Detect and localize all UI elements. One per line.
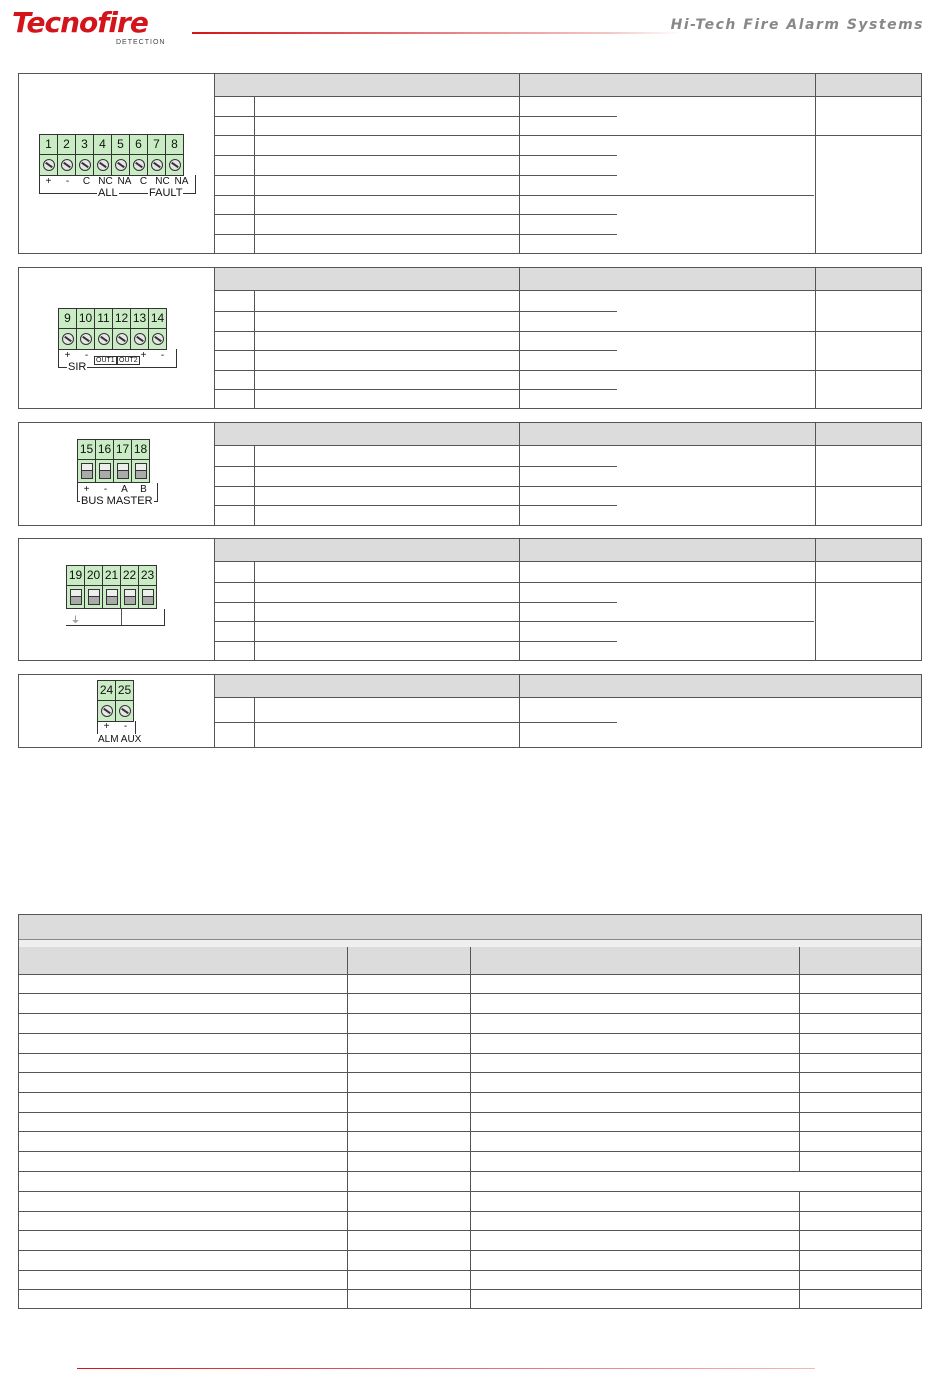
terminal-strip-15-18 bbox=[77, 439, 149, 483]
clamp-icon bbox=[88, 589, 100, 605]
terminal-table-19-23 bbox=[215, 539, 921, 660]
screw-icon bbox=[101, 705, 113, 717]
terminal bbox=[58, 308, 77, 350]
group-label-sir: SIR bbox=[68, 361, 87, 373]
terminal-diagram-1-8 bbox=[19, 74, 215, 253]
terminal-number: 3 bbox=[76, 135, 93, 155]
group-label-fault: FAULT bbox=[149, 187, 183, 199]
terminal-diagram-24-25 bbox=[19, 675, 215, 747]
terminal-label: C bbox=[139, 176, 148, 187]
terminal-bracket bbox=[66, 609, 165, 626]
terminal-label: + bbox=[103, 721, 110, 732]
terminal-block-24-25 bbox=[18, 674, 922, 748]
screw-icon bbox=[79, 159, 91, 171]
terminal-number: 15 bbox=[78, 440, 95, 460]
group-label-all: ALL bbox=[98, 187, 118, 199]
terminal-number: 24 bbox=[98, 681, 115, 701]
terminal-label: + bbox=[140, 350, 147, 361]
terminal-number: 14 bbox=[149, 309, 166, 329]
terminal bbox=[148, 308, 167, 350]
terminal-diagram-9-14 bbox=[19, 268, 215, 408]
terminal-label: + bbox=[83, 484, 90, 495]
terminal bbox=[115, 680, 134, 722]
clamp-icon bbox=[81, 463, 93, 479]
terminal-block-19-23 bbox=[18, 538, 922, 661]
terminal-number: 20 bbox=[85, 566, 102, 586]
terminal bbox=[66, 565, 85, 609]
terminal-number: 7 bbox=[148, 135, 165, 155]
terminal-label: C bbox=[82, 176, 91, 187]
clamp-icon bbox=[70, 589, 82, 605]
terminal-number: 22 bbox=[121, 566, 138, 586]
header-tagline: Hi-Tech Fire Alarm Systems bbox=[670, 17, 924, 33]
screw-icon bbox=[119, 705, 131, 717]
clamp-icon bbox=[135, 463, 147, 479]
group-label-bus-master: BUS MASTER bbox=[81, 495, 153, 507]
terminal-number: 18 bbox=[132, 440, 149, 460]
terminal-number: 6 bbox=[130, 135, 147, 155]
terminal-label: B bbox=[140, 484, 147, 495]
table-title-bar bbox=[19, 915, 921, 940]
terminal bbox=[102, 565, 121, 609]
bracket-divider bbox=[121, 609, 122, 625]
terminal-number: 5 bbox=[112, 135, 129, 155]
terminal bbox=[75, 134, 94, 176]
terminal bbox=[77, 439, 96, 483]
terminal-label: - bbox=[103, 484, 108, 495]
terminal-label: - bbox=[160, 350, 165, 361]
terminal bbox=[147, 134, 166, 176]
terminal-diagram-19-23 bbox=[19, 539, 215, 660]
terminal-number: 8 bbox=[166, 135, 183, 155]
terminal-label: + bbox=[64, 350, 71, 361]
terminal-strip-19-23 bbox=[66, 565, 156, 609]
terminal-label: - bbox=[84, 350, 89, 361]
screw-icon bbox=[62, 333, 74, 345]
terminal-label: NA bbox=[174, 176, 189, 187]
terminal bbox=[95, 439, 114, 483]
out1-label: OUT1 bbox=[96, 357, 115, 364]
terminal-number: 12 bbox=[113, 309, 130, 329]
screw-icon bbox=[151, 159, 163, 171]
group-label-alm-aux: ALM AUX bbox=[98, 734, 142, 745]
logo-text-tecno: Tecno bbox=[12, 6, 98, 39]
terminal-labels-15-18 bbox=[77, 484, 153, 495]
terminal-label: NC bbox=[98, 176, 113, 187]
logo-text-fire: fire bbox=[97, 6, 148, 39]
terminal bbox=[120, 565, 139, 609]
terminal-number: 11 bbox=[95, 309, 112, 329]
table-spacer bbox=[19, 940, 921, 947]
header-divider bbox=[192, 32, 682, 34]
terminal bbox=[131, 439, 150, 483]
screw-icon bbox=[61, 159, 73, 171]
terminal-number: 19 bbox=[67, 566, 84, 586]
screw-icon bbox=[115, 159, 127, 171]
terminal-label: - bbox=[123, 721, 128, 732]
screw-icon bbox=[80, 333, 92, 345]
terminal-number: 23 bbox=[139, 566, 156, 586]
screw-icon bbox=[97, 159, 109, 171]
terminal-number: 16 bbox=[96, 440, 113, 460]
screw-icon bbox=[133, 159, 145, 171]
clamp-icon bbox=[99, 463, 111, 479]
terminal-table-9-14 bbox=[215, 268, 921, 408]
terminal-number: 2 bbox=[58, 135, 75, 155]
terminal-labels-24-25 bbox=[97, 721, 135, 732]
terminal-diagram-15-18 bbox=[19, 423, 215, 525]
screw-icon bbox=[152, 333, 164, 345]
screw-icon bbox=[116, 333, 128, 345]
terminal bbox=[76, 308, 95, 350]
screw-icon bbox=[134, 333, 146, 345]
terminal-number: 13 bbox=[131, 309, 148, 329]
terminal-number: 1 bbox=[40, 135, 57, 155]
terminal bbox=[97, 680, 116, 722]
terminal-number: 10 bbox=[77, 309, 94, 329]
out2-label: OUT2 bbox=[119, 357, 138, 364]
terminal bbox=[112, 308, 131, 350]
terminal-strip-1-8 bbox=[39, 134, 183, 176]
terminal-label: NA bbox=[117, 176, 132, 187]
screw-icon bbox=[98, 333, 110, 345]
terminal-block-1-8 bbox=[18, 73, 922, 254]
ground-icon: ⏚ bbox=[71, 615, 81, 625]
terminal bbox=[39, 134, 58, 176]
terminal bbox=[138, 565, 157, 609]
terminal bbox=[84, 565, 103, 609]
tecnofire-logo bbox=[12, 6, 182, 48]
clamp-icon bbox=[124, 589, 136, 605]
terminal-label: - bbox=[65, 176, 70, 187]
terminal bbox=[129, 134, 148, 176]
terminal-number: 4 bbox=[94, 135, 111, 155]
clamp-icon bbox=[106, 589, 118, 605]
terminal-label: + bbox=[45, 176, 52, 187]
terminal-number: 21 bbox=[103, 566, 120, 586]
terminal-number: 9 bbox=[59, 309, 76, 329]
specifications-table bbox=[18, 914, 922, 1309]
terminal-block-9-14 bbox=[18, 267, 922, 409]
terminal-label: A bbox=[121, 484, 128, 495]
terminal bbox=[111, 134, 130, 176]
terminal bbox=[165, 134, 184, 176]
terminal-strip-24-25 bbox=[97, 680, 133, 722]
terminal-number: 17 bbox=[114, 440, 131, 460]
terminal-strip-9-14 bbox=[58, 308, 166, 350]
terminal bbox=[93, 134, 112, 176]
terminal-label: NC bbox=[155, 176, 170, 187]
terminal-labels-1-8 bbox=[39, 176, 191, 187]
terminal bbox=[94, 308, 113, 350]
footer-divider bbox=[77, 1368, 815, 1369]
terminal-block-15-18 bbox=[18, 422, 922, 526]
terminal bbox=[113, 439, 132, 483]
clamp-icon bbox=[117, 463, 129, 479]
clamp-icon bbox=[142, 589, 154, 605]
terminal-table-24-25 bbox=[215, 675, 921, 747]
screw-icon bbox=[169, 159, 181, 171]
table-header bbox=[215, 675, 921, 698]
terminal bbox=[57, 134, 76, 176]
terminal-table-1-8 bbox=[215, 74, 921, 253]
terminal-table-15-18 bbox=[215, 423, 921, 525]
terminal-number: 25 bbox=[116, 681, 133, 701]
screw-icon bbox=[43, 159, 55, 171]
logo-subtitle: DETECTION bbox=[116, 39, 166, 46]
terminal bbox=[130, 308, 149, 350]
